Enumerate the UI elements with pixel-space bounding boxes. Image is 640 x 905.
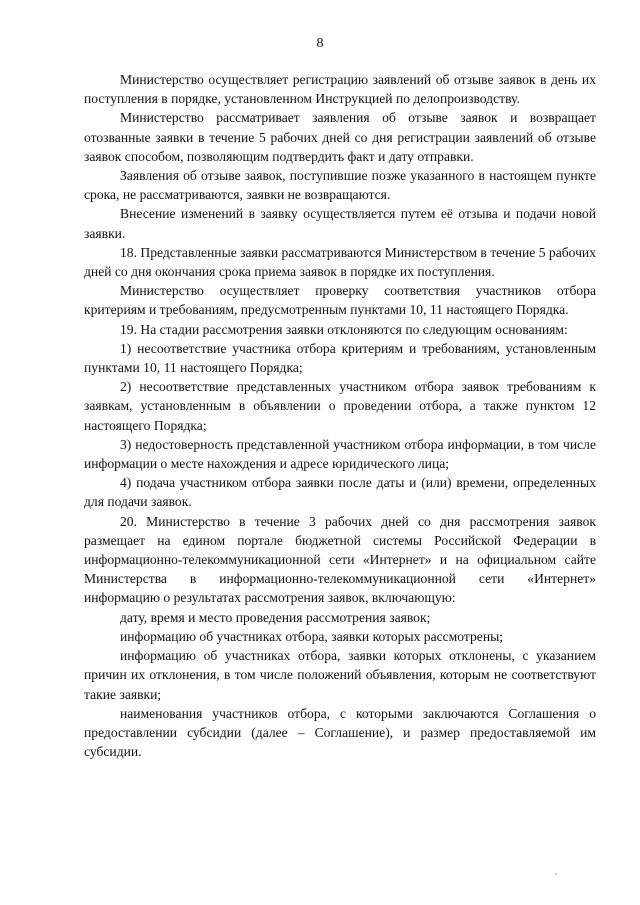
paragraph-clause-19: 19. На стадии рассмотрения заявки отклоняются по следующим основаниям: — [120, 321, 568, 337]
paragraph-application-changes: Внесение изменений в заявку осуществляется путем её отзыва и подачи новой заявки. — [84, 206, 596, 241]
results-info-rejected: информацию об участниках отбора, заявки которых отклонены, с указанием причин их отклонения, в том числе положений объявления, которым не соответствуют такие заявки; — [84, 648, 596, 702]
paragraph-late-withdrawals: Заявления об отзыве заявок, поступившие позже указанного в настоящем пункте срока, не рассматриваются, заявки не возвращаются. — [84, 168, 596, 203]
document-body — [84, 70, 596, 761]
paragraph-withdrawal-registration: Министерство осуществляет регистрацию заявлений об отзыве заявок в день их поступления в порядке, установленном Инструкцией по делопроизводству. — [84, 72, 596, 107]
results-info-agreements: наименования участников отбора, с которыми заключаются Соглашения о предоставлении субсидии (далее – Соглашение), и размер предоставляемой им субсидии. — [84, 705, 596, 760]
rejection-reason-1: 1) несоответствие участника отбора критериям и требованиям, установленным пунктами 10, 11 настоящего Порядка; — [84, 340, 596, 376]
paragraph-clause-18: 18. Представленные заявки рассматриваются Министерством в течение 5 рабочих дней со дня окончания срока приема заявок в порядке их поступления. — [84, 244, 596, 280]
rejection-reason-3: 3) недостоверность представленной участником отбора информации, в том числе информации о месте нахождения и адресе юридического лица; — [84, 436, 596, 472]
scan-dot — [555, 873, 557, 875]
rejection-reason-4: 4) подача участником отбора заявки после даты и (или) времени, определенных для подачи заявок. — [84, 475, 596, 510]
paragraph-compliance-check: Министерство осуществляет проверку соответствия участников отбора критериям и требованиям, предусмотренным пунктами 10, 11 настоящего Порядка. — [84, 283, 596, 318]
rejection-reason-2: 2) несоответствие представленных участником отбора заявок требованиям к заявкам, установленным в объявлении о проведении отбора, а также пунктом 12 настоящего Порядка; — [84, 379, 596, 433]
results-info-reviewed: информацию об участниках отбора, заявки которых рассмотрены; — [120, 628, 504, 644]
paragraph-clause-20: 20. Министерство в течение 3 рабочих дней со дня рассмотрения заявок размещает на едином портале бюджетной системы Российской Федерации в информационно-телекоммуникационной сети «Интернет» и на официальном сайте Министерства в информационно-телекоммуникационной сети «Интернет» информацию о результатах рассмотрения заявок, включающую: — [84, 513, 596, 606]
results-info-date: дату, время и место проведения рассмотрения заявок; — [120, 609, 431, 625]
page-number: 8 — [316, 36, 324, 51]
paragraph-withdrawal-review: Министерство рассматривает заявления об отзыве заявок и возвращает отозванные заявки в течение 5 рабочих дней со дня регистрации заявлений об отзыве заявок способом, позволяющим подтвердить факт и дату отправки. — [84, 110, 596, 164]
